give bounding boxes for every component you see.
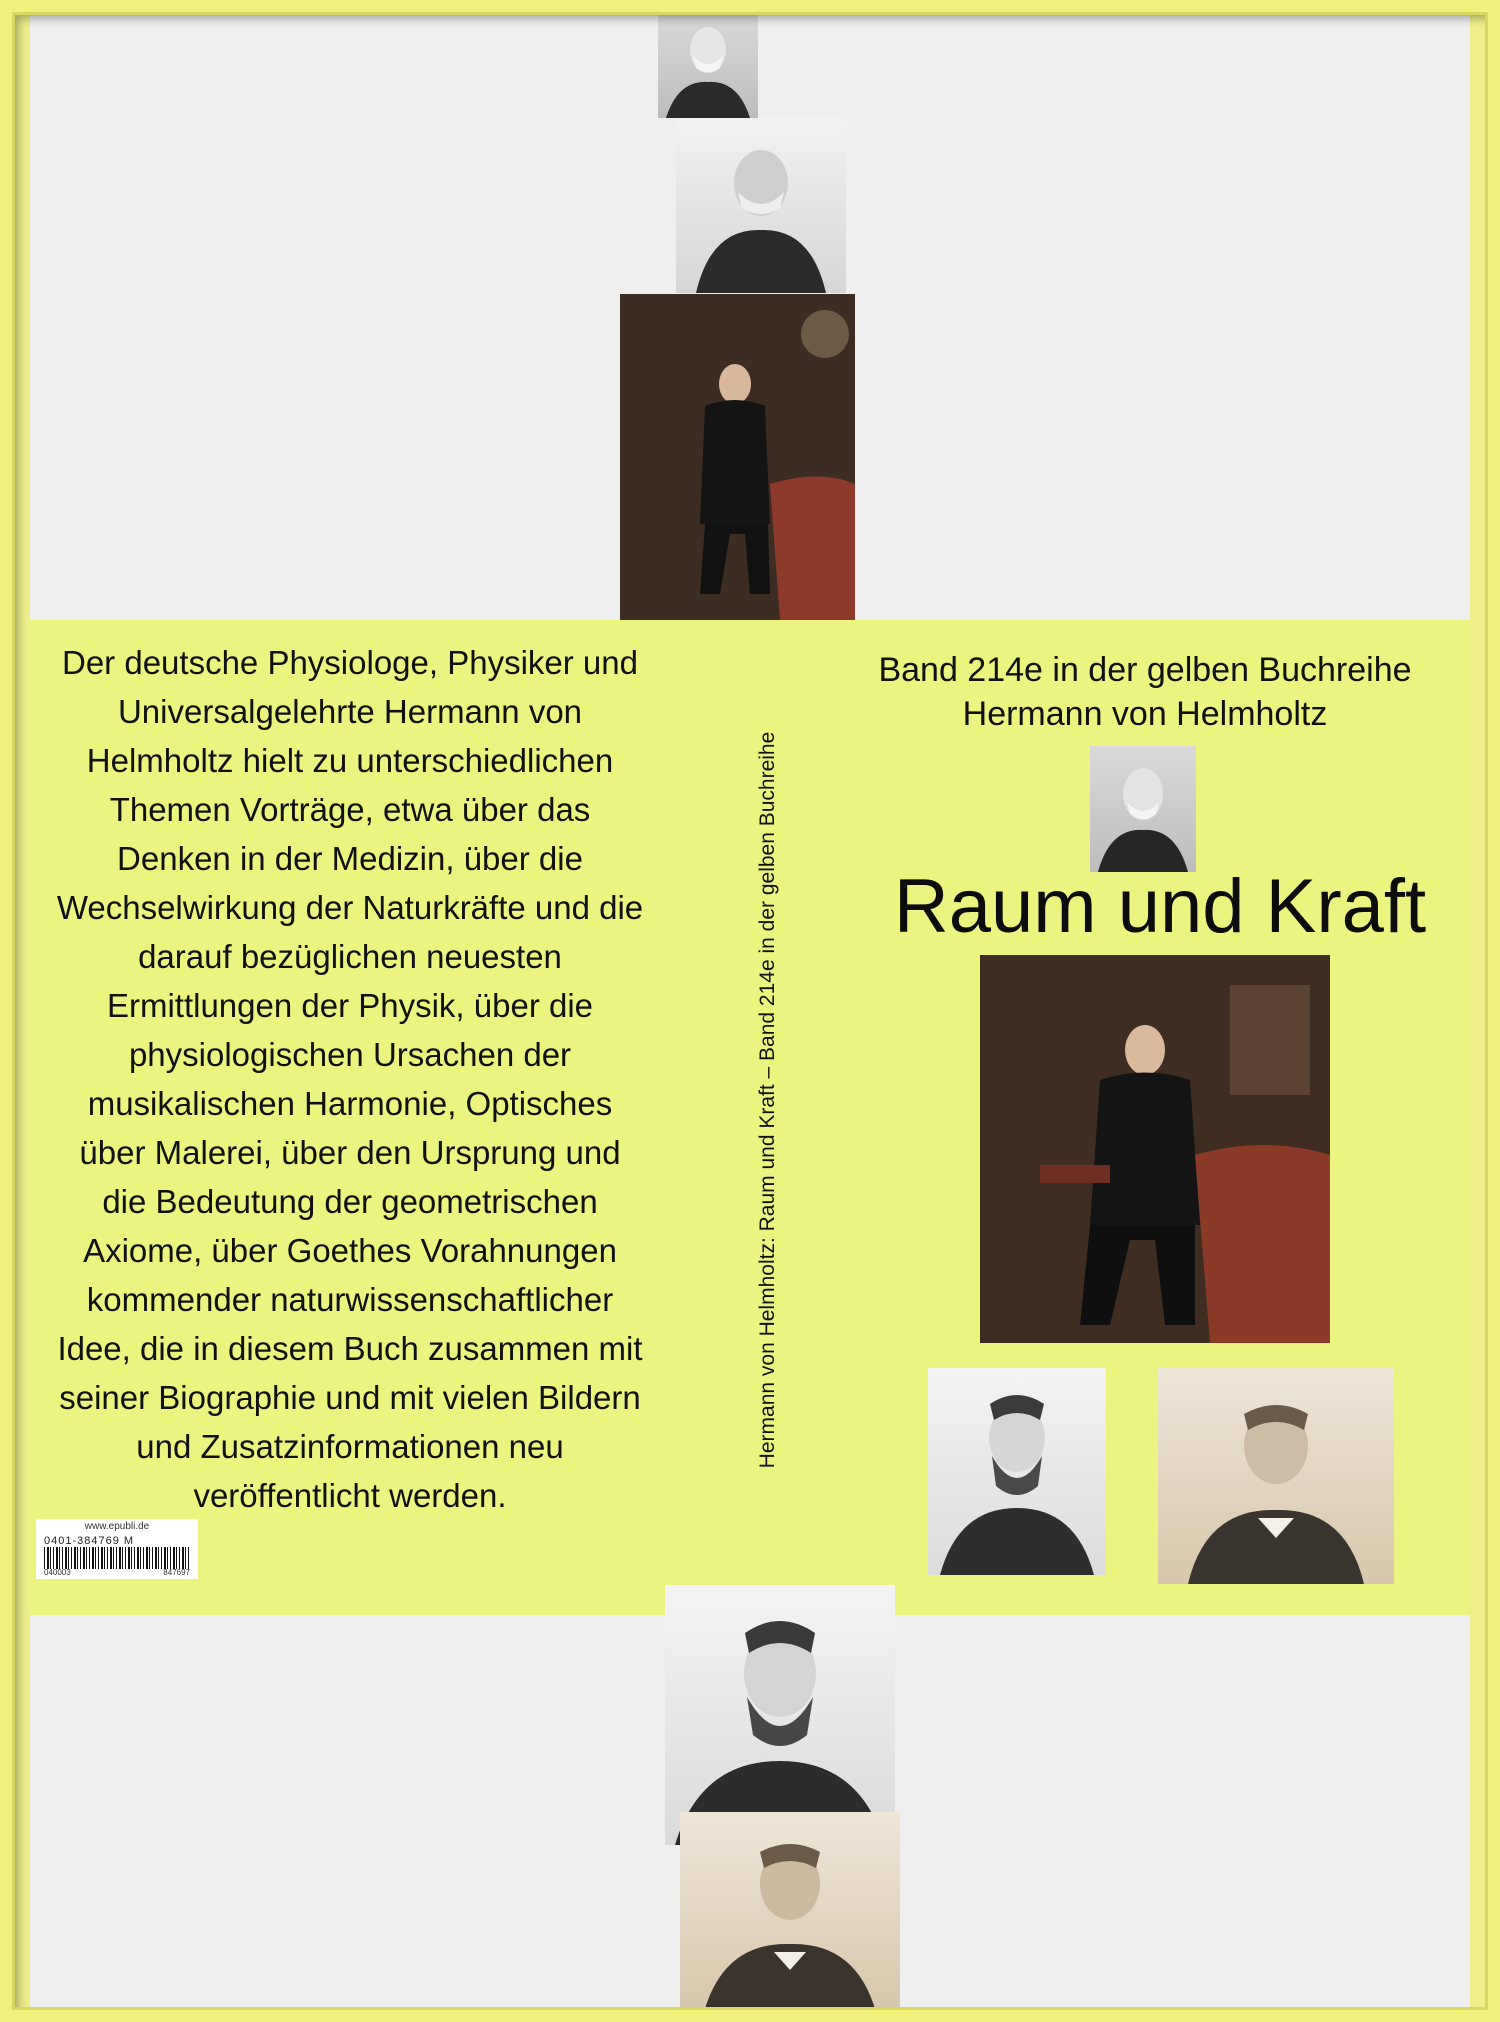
blurb-line: die Bedeutung der geometrischen: [102, 1183, 598, 1220]
blurb-line: kommender naturwissenschaftlicher: [86, 1281, 614, 1318]
blurb-line: und Zusatzinformationen neu: [136, 1428, 564, 1465]
blurb-line: Ermittlungen der Physik, über die: [106, 987, 594, 1024]
blurb-line: Denken in der Medizin, über die: [117, 840, 583, 877]
portrait-bottom-older-man: [680, 1812, 900, 2012]
portrait-bottom-bearded-man: [665, 1585, 895, 1845]
blurb-line: veröffentlicht werden.: [193, 1477, 507, 1514]
blurb-line: Universalgelehrte Hermann von: [117, 693, 583, 730]
painting-front-seated: [980, 955, 1330, 1343]
blurb-line: darauf bezüglichen neuesten: [138, 938, 562, 975]
series-line: Band 214e in der gelben Buchreihe: [878, 651, 1412, 689]
portrait-front-bearded-man: [928, 1368, 1106, 1575]
blurb-line: Wechselwirkung der Naturkräfte und die: [56, 889, 644, 926]
barcode-digits-left: 040003: [44, 1568, 71, 1577]
blurb-line: Idee, die in diesem Buch zusammen mit: [57, 1330, 643, 1367]
publisher-website: www.epubli.de: [84, 1521, 150, 1532]
portrait-medium-top: [676, 118, 846, 293]
book-title: Raum und Kraft: [893, 864, 1427, 949]
barcode-number: 0401-384769 M: [44, 1535, 135, 1547]
portrait-small-top: [658, 10, 758, 118]
back-cover-blurb: [30, 638, 670, 1520]
barcode-digits-right: 847697: [163, 1568, 190, 1577]
portrait-front-small: [1090, 746, 1196, 872]
portrait-front-older-man: [1158, 1368, 1394, 1584]
blurb-line: seiner Biographie und mit vielen Bildern: [59, 1379, 641, 1416]
blurb-line: über Malerei, über den Ursprung und: [79, 1134, 621, 1171]
author-name: Hermann von Helmholtz: [962, 695, 1328, 733]
front-cover-header: [820, 648, 1470, 736]
barcode-bars: [44, 1547, 190, 1569]
blurb-line: Helmholtz hielt zu unterschiedlichen: [86, 742, 614, 779]
blurb-line: Themen Vorträge, etwa über das: [109, 791, 591, 828]
blurb-line: Axiome, über Goethes Vorahnungen: [83, 1232, 617, 1269]
painting-top-seated: [620, 294, 855, 620]
isbn-barcode: [36, 1519, 198, 1579]
blurb-line: physiologischen Ursachen der: [128, 1036, 572, 1073]
blurb-line: Der deutsche Physiologe, Physiker und: [62, 644, 638, 681]
blurb-line: musikalischen Harmonie, Optisches: [87, 1085, 613, 1122]
barcode-digits: [44, 1568, 190, 1577]
spine-text: Hermann von Helmholtz: Raum und Kraft – Band 214e in der gelben Buchreihe: [756, 731, 779, 1469]
